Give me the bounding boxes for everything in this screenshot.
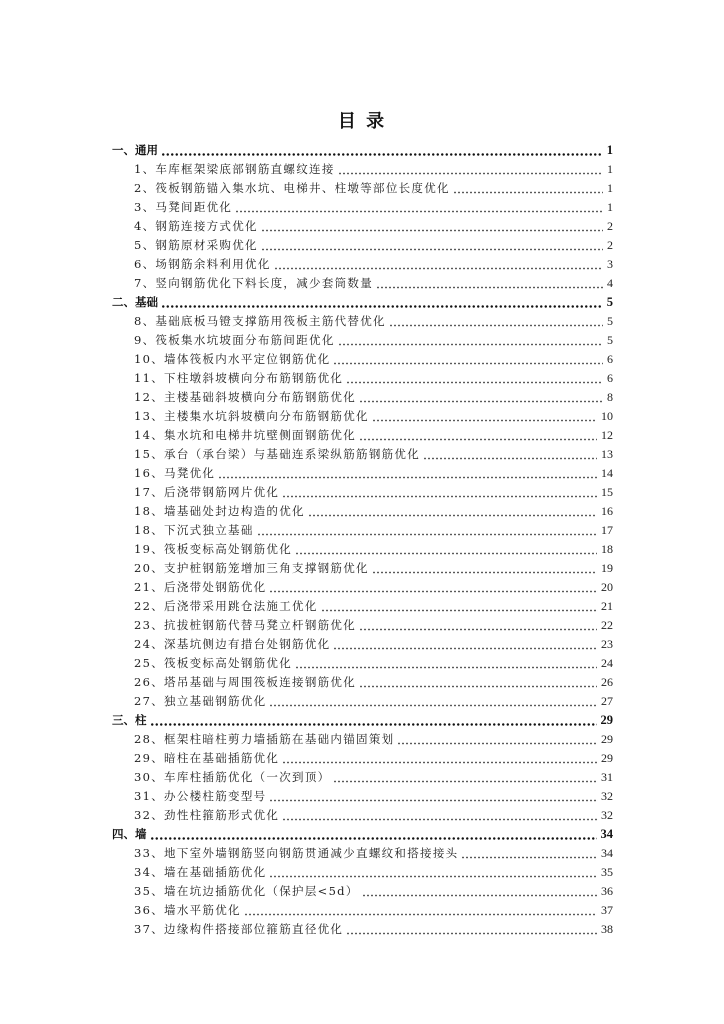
toc-entry[interactable]	[112, 578, 613, 597]
toc-entry-page-number: 22	[601, 618, 613, 632]
dot-leader	[282, 806, 597, 825]
toc-entry[interactable]	[112, 521, 613, 540]
toc-entry[interactable]	[112, 597, 613, 616]
toc-section-page-number: 1	[606, 143, 613, 157]
toc-entry[interactable]	[112, 502, 613, 521]
dot-leader	[269, 863, 597, 882]
toc-entry-title: 2、筏板钢筋锚入集水坑、电梯井、柱墩等部位长度优化	[134, 181, 450, 195]
dot-leader	[359, 426, 597, 445]
toc-entry-page-number: 32	[601, 808, 613, 822]
dot-leader	[333, 635, 597, 654]
toc-entry-title: 26、塔吊基础与周围筏板连接钢筋优化	[134, 675, 357, 689]
dot-leader	[333, 768, 597, 787]
toc-entry-page-number: 1	[607, 162, 613, 176]
toc-entry-page-number: 17	[601, 523, 613, 537]
toc-entry-title: 21、后浇带处钢筋优化	[134, 580, 267, 594]
toc-entry-title: 33、地下室外墙钢筋竖向钢筋贯通减少直螺纹和搭接接头	[134, 846, 459, 860]
toc-entry[interactable]	[112, 445, 613, 464]
toc-entry-title: 3、马凳间距优化	[134, 200, 233, 214]
dot-leader	[359, 388, 603, 407]
toc-section-page-number: 29	[600, 713, 613, 727]
toc-entry[interactable]	[112, 331, 613, 350]
toc-entry-page-number: 20	[601, 580, 613, 594]
toc-entry-page-number: 35	[601, 865, 613, 879]
toc-entry-title: 7、竖向钢筋优化下料长度，减少套筒数量	[134, 276, 374, 290]
table-of-contents	[112, 141, 613, 939]
toc-entry[interactable]	[112, 654, 613, 673]
toc-entry-title: 24、深基坑侧边有措台处钢筋优化	[134, 637, 331, 651]
dot-leader	[161, 141, 603, 160]
toc-entry-page-number: 15	[601, 485, 613, 499]
toc-entry[interactable]	[112, 635, 613, 654]
dot-leader	[161, 293, 603, 312]
toc-entry[interactable]	[112, 692, 613, 711]
toc-entry[interactable]	[112, 350, 613, 369]
toc-entry[interactable]	[112, 768, 613, 787]
toc-entry[interactable]	[112, 616, 613, 635]
dot-leader	[362, 882, 597, 901]
toc-entry-page-number: 8	[607, 390, 613, 404]
toc-section-wall[interactable]	[112, 825, 613, 844]
dot-leader	[346, 369, 603, 388]
toc-entry-title: 25、筏板变标高处钢筋优化	[134, 656, 293, 670]
toc-entry-page-number: 10	[601, 409, 613, 423]
toc-entry-title: 30、车库柱插筋优化（一次到顶）	[134, 770, 331, 784]
toc-entry-page-number: 12	[601, 428, 613, 442]
toc-entry-title: 34、墙在基础插筋优化	[134, 865, 267, 879]
dot-leader	[295, 540, 597, 559]
toc-entry[interactable]	[112, 198, 613, 217]
toc-entry[interactable]	[112, 236, 613, 255]
toc-entry-title: 17、后浇带钢筋网片优化	[134, 485, 280, 499]
dot-leader	[321, 597, 597, 616]
toc-entry[interactable]	[112, 407, 613, 426]
toc-entry[interactable]	[112, 730, 613, 749]
toc-entry-page-number: 21	[601, 599, 613, 613]
toc-entry-page-number: 27	[601, 694, 613, 708]
toc-entry-page-number: 38	[601, 922, 613, 936]
toc-entry-title: 22、后浇带采用跳仓法施工优化	[134, 599, 318, 613]
toc-entry-title: 13、主楼集水坑斜坡横向分布筋钢筋优化	[134, 409, 369, 423]
toc-entry[interactable]	[112, 255, 613, 274]
toc-entry-title: 37、边缘构件搭接部位箍筋直径优化	[134, 922, 344, 936]
toc-entry-title: 10、墙体筏板内水平定位钢筋优化	[134, 352, 331, 366]
dot-leader	[282, 749, 597, 768]
toc-entry-title: 27、独立基础钢筋优化	[134, 694, 267, 708]
dot-leader	[257, 521, 597, 540]
toc-entry[interactable]	[112, 388, 613, 407]
toc-entry-page-number: 3	[607, 257, 613, 271]
toc-entry-page-number: 4	[607, 276, 613, 290]
toc-entry[interactable]	[112, 369, 613, 388]
dot-leader	[346, 920, 597, 939]
toc-entry-page-number: 13	[601, 447, 613, 461]
toc-entry-page-number: 24	[601, 656, 613, 670]
toc-entry-title: 32、劲性柱箍筋形式优化	[134, 808, 280, 822]
toc-entry[interactable]	[112, 540, 613, 559]
toc-entry-title: 8、基础底板马镫支撑筋用筏板主筋代替优化	[134, 314, 386, 328]
toc-entry[interactable]	[112, 787, 613, 806]
toc-entry-title: 18、下沉式独立基础	[134, 523, 254, 537]
toc-section-general[interactable]	[112, 141, 613, 160]
dot-leader	[372, 407, 597, 426]
toc-entry[interactable]	[112, 464, 613, 483]
toc-entry-page-number: 6	[607, 371, 613, 385]
toc-section-page-number: 5	[606, 295, 613, 309]
toc-entry-title: 4、钢筋连接方式优化	[134, 219, 258, 233]
toc-section-page-number: 34	[600, 827, 613, 841]
toc-entry-title: 29、暗柱在基础插筋优化	[134, 751, 280, 765]
dot-leader	[282, 483, 597, 502]
dot-leader	[423, 445, 597, 464]
toc-title: 目 录	[337, 111, 387, 132]
toc-entry-title: 11、下柱墩斜坡横向分布筋钢筋优化	[134, 371, 344, 385]
toc-entry-title: 12、主楼基础斜坡横向分布筋钢筋优化	[134, 390, 357, 404]
dot-leader	[359, 616, 597, 635]
toc-entry-title: 36、墙水平筋优化	[134, 903, 241, 917]
toc-entry[interactable]	[112, 312, 613, 331]
toc-entry-page-number: 36	[601, 884, 613, 898]
dot-leader	[150, 711, 597, 730]
toc-entry-title: 35、墙在坑边插筋优化（保护层<5d）	[134, 884, 359, 898]
toc-entry-title: 14、集水坑和电梯井坑壁侧面钢筋优化	[134, 428, 357, 442]
toc-entry[interactable]	[112, 217, 613, 236]
toc-entry-page-number: 6	[607, 352, 613, 366]
toc-entry-title: 19、筏板变标高处钢筋优化	[134, 542, 293, 556]
toc-entry-page-number: 2	[607, 219, 613, 233]
toc-entry-page-number: 14	[601, 466, 613, 480]
toc-entry[interactable]	[112, 806, 613, 825]
toc-entry-title: 16、马凳优化	[134, 466, 216, 480]
toc-entry[interactable]	[112, 920, 613, 939]
toc-entry-page-number: 2	[607, 238, 613, 252]
dot-leader	[372, 559, 597, 578]
toc-entry-page-number: 5	[607, 314, 613, 328]
dot-leader	[376, 274, 603, 293]
toc-entry[interactable]	[112, 559, 613, 578]
dot-leader	[150, 825, 597, 844]
toc-section-title: 四、墙	[112, 827, 147, 841]
dot-leader	[269, 692, 597, 711]
dot-leader	[338, 331, 603, 350]
toc-entry-page-number: 37	[601, 903, 613, 917]
toc-entry-page-number: 5	[607, 333, 613, 347]
dot-leader	[269, 787, 597, 806]
dot-leader	[453, 179, 603, 198]
toc-entry-title: 18、墙基础处封边构造的优化	[134, 504, 305, 518]
toc-section-foundation[interactable]	[112, 293, 613, 312]
dot-leader	[261, 217, 603, 236]
dot-leader	[244, 901, 597, 920]
dot-leader	[261, 236, 603, 255]
toc-entry-title: 9、筏板集水坑坡面分布筋间距优化	[134, 333, 335, 347]
dot-leader	[461, 844, 597, 863]
toc-entry-title: 5、钢筋原材采购优化	[134, 238, 258, 252]
dot-leader	[397, 730, 597, 749]
toc-entry-title: 20、支护桩钢筋笼增加三角支撑钢筋优化	[134, 561, 369, 575]
dot-leader	[389, 312, 603, 331]
dot-leader	[218, 464, 597, 483]
dot-leader	[274, 255, 603, 274]
toc-entry-title: 15、承台（承台梁）与基础连系梁纵筋筋钢筋优化	[134, 447, 421, 461]
toc-entry[interactable]	[112, 863, 613, 882]
dot-leader	[338, 160, 603, 179]
toc-section-title: 三、柱	[112, 713, 147, 727]
toc-entry[interactable]	[112, 901, 613, 920]
dot-leader	[269, 578, 597, 597]
toc-entry[interactable]	[112, 179, 613, 198]
toc-entry-page-number: 23	[601, 637, 613, 651]
toc-section-column[interactable]	[112, 711, 613, 730]
toc-entry[interactable]	[112, 673, 613, 692]
dot-leader	[359, 673, 597, 692]
toc-entry-page-number: 31	[601, 770, 613, 784]
toc-entry[interactable]	[112, 844, 613, 863]
dot-leader	[295, 654, 597, 673]
toc-entry[interactable]	[112, 274, 613, 293]
toc-entry-page-number: 34	[601, 846, 613, 860]
dot-leader	[235, 198, 603, 217]
toc-entry-title: 28、框架柱暗柱剪力墙插筋在基础内锚固策划	[134, 732, 395, 746]
toc-entry-title: 6、场钢筋余料利用优化	[134, 257, 271, 271]
dot-leader	[308, 502, 597, 521]
toc-entry-page-number: 1	[607, 200, 613, 214]
toc-entry[interactable]	[112, 483, 613, 502]
toc-entry-page-number: 19	[601, 561, 613, 575]
toc-entry[interactable]	[112, 882, 613, 901]
toc-entry-page-number: 29	[601, 732, 613, 746]
toc-section-title: 一、通用	[112, 143, 158, 157]
toc-entry-title: 31、办公楼柱筋变型号	[134, 789, 267, 803]
toc-entry[interactable]	[112, 749, 613, 768]
toc-entry-page-number: 1	[607, 181, 613, 195]
toc-entry[interactable]	[112, 426, 613, 445]
toc-section-title: 二、基础	[112, 295, 158, 309]
toc-entry-page-number: 32	[601, 789, 613, 803]
toc-entry-title: 1、车库框架梁底部钢筋直螺纹连接	[134, 162, 335, 176]
toc-entry-page-number: 18	[601, 542, 613, 556]
toc-entry[interactable]	[112, 160, 613, 179]
toc-entry-page-number: 16	[601, 504, 613, 518]
toc-entry-page-number: 26	[601, 675, 613, 689]
dot-leader	[333, 350, 603, 369]
toc-entry-title: 23、抗拔桩钢筋代替马凳立杆钢筋优化	[134, 618, 357, 632]
toc-entry-page-number: 29	[601, 751, 613, 765]
